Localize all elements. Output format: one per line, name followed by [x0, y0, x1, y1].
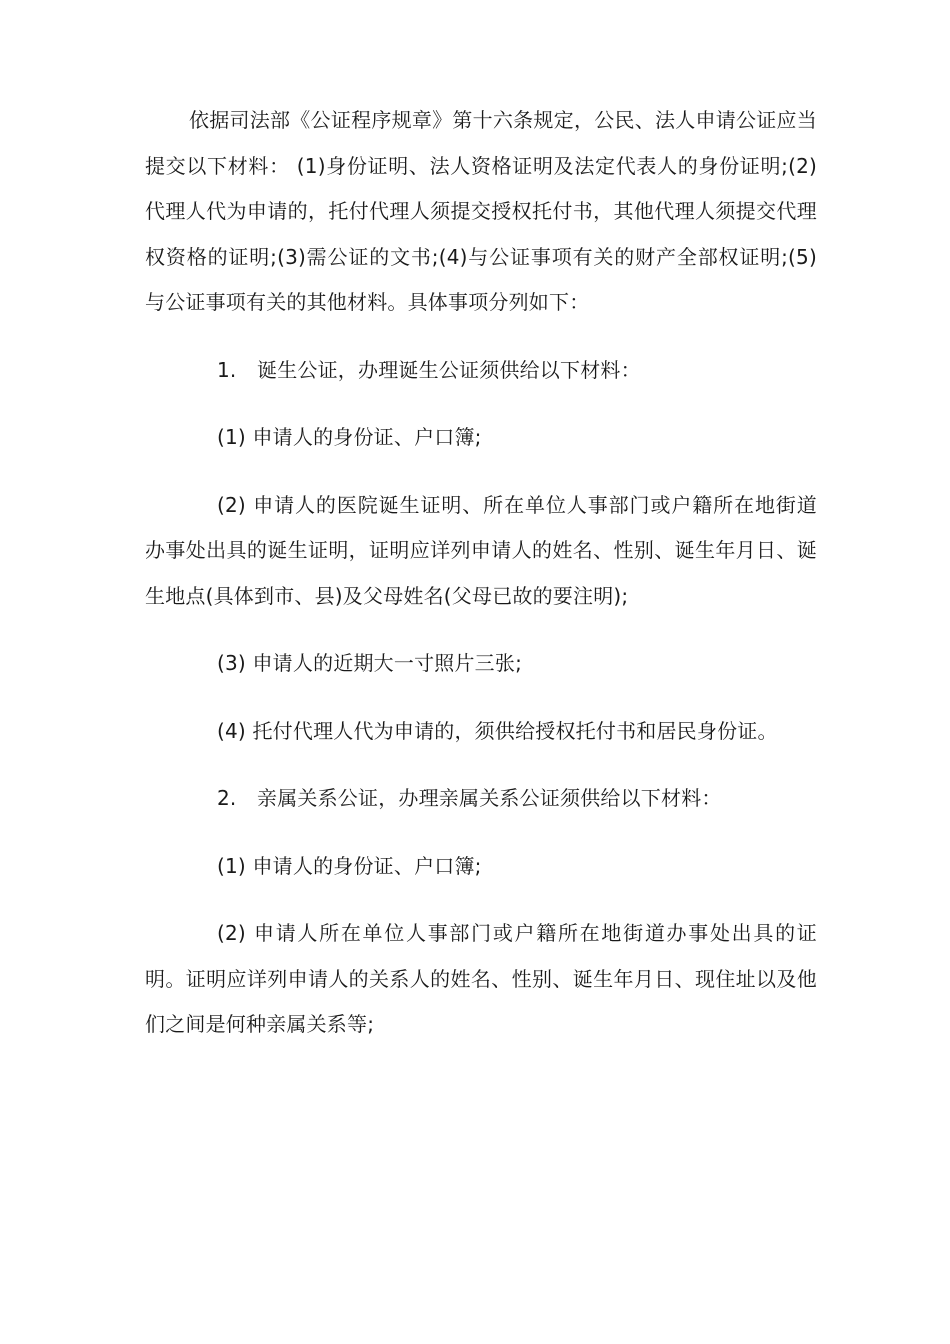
section-2-item-2: (2) 申请人所在单位人事部门或户籍所在地街道办事处出具的证明。证明应详列申请人的关系人的姓名、性别、诞生年月日、现住址以及他们之间是何种亲属关系等;: [145, 921, 817, 1036]
intro-paragraph: 依据司法部《公证程序规章》第十六条规定，公民、法人申请公证应当提交以下材料： (1)身份证明、法人资格证明及法定代表人的身份证明;(2)代理人代为申请的，托付代理人须提交授权托付书，其他代理人须提交代理权资格的证明;(3)需公证的文书;(4)与公证事项有关的财产全部权证明;(5)与公证事项有关的其他材料。具体事项分列如下：: [145, 108, 817, 314]
section-2-title: 亲属关系公证，办理亲属关系公证须供给以下材料：: [257, 786, 722, 810]
section-1-item-4: (4) 托付代理人代为申请的，须供给授权托付书和居民身份证。: [217, 718, 778, 743]
section-2-number: 2.: [217, 786, 237, 810]
section-1-title: 诞生公证，办理诞生公证须供给以下材料：: [257, 357, 641, 382]
section-2-heading: [145, 776, 817, 822]
section-1-heading: [145, 348, 817, 394]
section-1-item-3: (3) 申请人的近期大一寸照片三张;: [217, 651, 523, 675]
section-1-number: 1.: [217, 357, 237, 382]
section-1-item-2: (2) 申请人的医院诞生证明、所在单位人事部门或户籍所在地街道办事处出具的诞生证明，证明应详列申请人的姓名、性别、诞生年月日、诞生地点(具体到市、县)及父母姓名(父母已故的要注明);: [145, 492, 817, 608]
section-2-item-1: (1) 申请人的身份证、户口簿;: [217, 853, 482, 878]
section-1-item-1: (1) 申请人的身份证、户口簿;: [217, 425, 482, 449]
document-body: [145, 98, 817, 1070]
